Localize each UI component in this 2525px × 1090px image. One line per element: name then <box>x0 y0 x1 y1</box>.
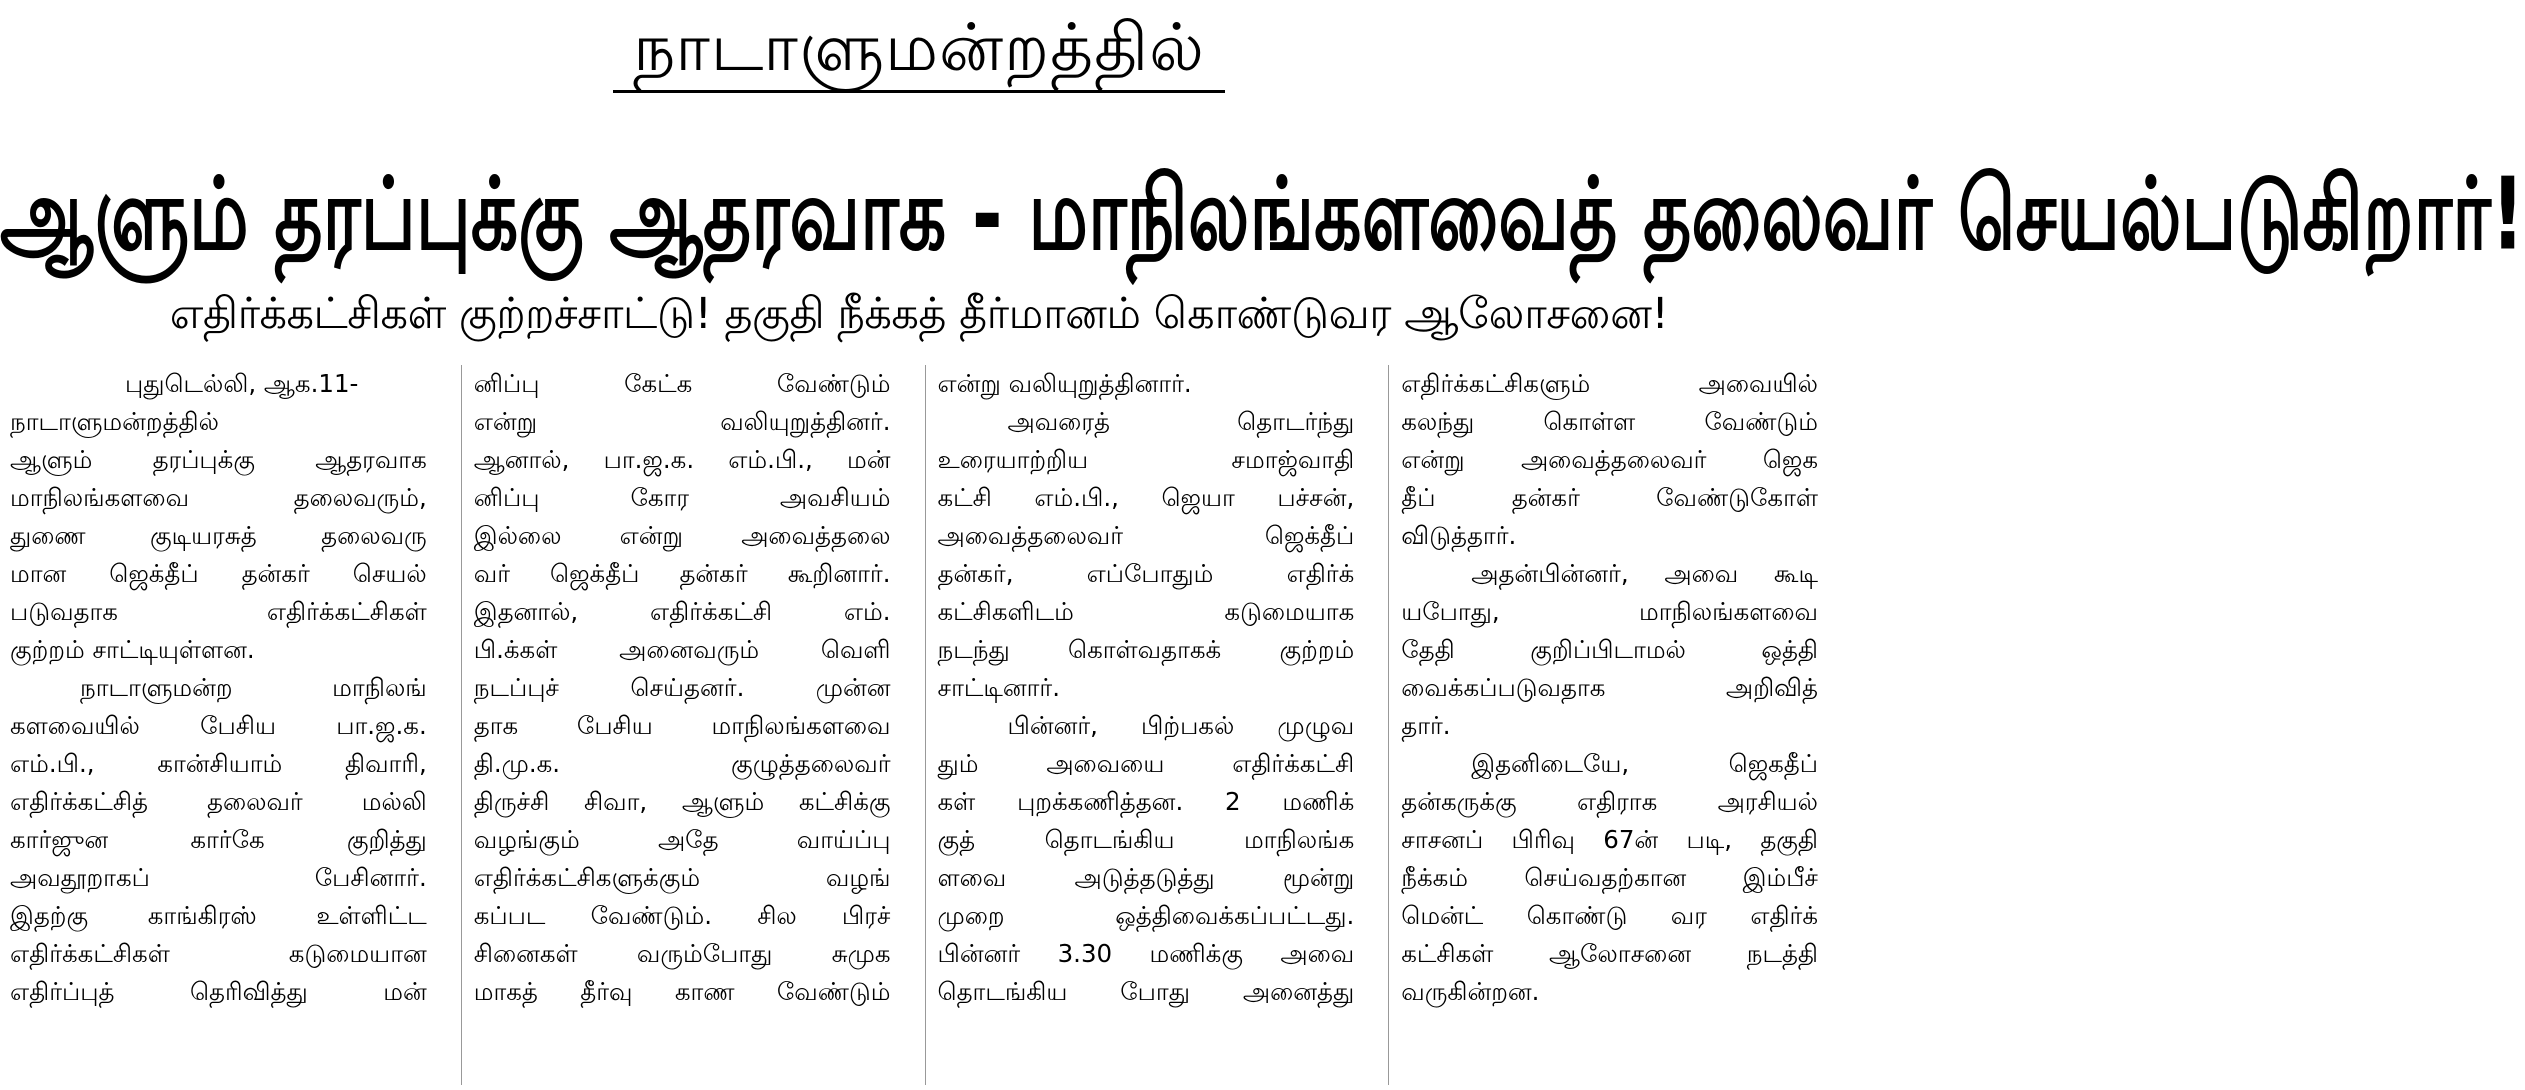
article-line: யபோது, மாநிலங்களவை <box>1401 597 1818 626</box>
article-line: பின்னர் 3.30 மணிக்கு அவை <box>937 939 1355 968</box>
article-line: எதிர்ப்புத் தெரிவித்து மன் <box>10 977 427 1006</box>
article-line: ஆனால், பா.ஜ.க. எம்.பி., மன் <box>473 445 891 474</box>
article-line: மாநிலங்களவை தலைவரும், <box>10 483 427 512</box>
article-line: மாகத் தீர்வு காண வேண்டும் <box>473 977 891 1006</box>
article-line: குற்றம் சாட்டியுள்ளன. <box>10 635 255 664</box>
article-line: அவைத்தலைவர் ஜெக்தீப் <box>937 521 1355 550</box>
article-line: அவதூறாகப் பேசினார். <box>10 863 427 892</box>
article-column <box>1388 365 1828 1085</box>
article-line: நாடாளுமன்ற மாநிலங் <box>80 673 427 702</box>
article-line: இதனிடையே, ஜெகதீப் <box>1471 749 1818 778</box>
article-line: கார்ஜுன கார்கே குறித்து <box>10 825 427 854</box>
article-line: னிப்பு கோர அவசியம் <box>473 483 891 512</box>
article-line: வர் ஜெக்தீப் தன்கர் கூறினார். <box>473 559 891 588</box>
article-line: நீக்கம் செய்வதற்கான இம்பீச் <box>1401 863 1818 892</box>
article-line: எதிர்க்கட்சித் தலைவர் மல்லி <box>10 787 427 816</box>
article-line: தார். <box>1401 711 1451 740</box>
article-line: கப்பட வேண்டும். சில பிரச் <box>473 901 891 930</box>
article-line: முறை ஒத்திவைக்கப்பட்டது. <box>937 901 1355 930</box>
article-column <box>10 365 437 1085</box>
article-line: கட்சிகளிடம் கடுமையாக <box>937 597 1355 626</box>
article-line: தேதி குறிப்பிடாமல் ஒத்தி <box>1401 635 1818 664</box>
article-line: தும் அவையை எதிர்க்கட்சி <box>937 749 1355 778</box>
headline: ஆளும் தரப்புக்கு ஆதரவாக - மாநிலங்களவைத் தலைவர் செயல்படுகிறார்! <box>0 156 2525 273</box>
article-line: பின்னர், பிற்பகல் முழுவ <box>1007 711 1355 740</box>
article-line: தன்கர், எப்போதும் எதிர்க் <box>937 559 1355 588</box>
article-line: திருச்சி சிவா, ஆளும் கட்சிக்கு <box>473 787 891 816</box>
article-line: தீப் தன்கர் வேண்டுகோள் <box>1401 483 1818 512</box>
article-line: சாட்டினார். <box>937 673 1061 702</box>
article-line: தொடங்கிய போது அனைத்து <box>937 977 1355 1006</box>
article-line: மென்ட் கொண்டு வர எதிர்க் <box>1401 901 1818 930</box>
article-line: தி.மு.க. குழுத்தலைவர் <box>473 749 891 778</box>
article-body <box>10 365 1828 1085</box>
kicker-text: நாடாளுமன்றத்தில் <box>613 6 1225 93</box>
article-line: இதற்கு காங்கிரஸ் உள்ளிட்ட <box>10 901 427 930</box>
article-line: களவையில் பேசிய பா.ஜ.க. <box>10 711 427 740</box>
article-line: கலந்து கொள்ள வேண்டும் <box>1401 407 1818 436</box>
article-line: என்று அவைத்தலைவர் ஜெக <box>1401 445 1818 474</box>
article-line: னிப்பு கேட்க வேண்டும் <box>473 369 891 398</box>
article-line: வருகின்றன. <box>1401 977 1540 1006</box>
article-line: இதனால், எதிர்க்கட்சி எம். <box>473 597 891 626</box>
article-line: உரையாற்றிய சமாஜ்வாதி <box>937 445 1355 474</box>
article-line: புதுடெல்லி, ஆக.11- <box>125 369 359 398</box>
article-line: அவரைத் தொடர்ந்து <box>1007 407 1355 436</box>
article-line: குத் தொடங்கிய மாநிலங்க <box>937 825 1355 854</box>
article-line: நடந்து கொள்வதாகக் குற்றம் <box>937 635 1355 664</box>
article-line: தன்கருக்கு எதிராக அரசியல் <box>1401 787 1818 816</box>
kicker <box>0 6 1838 93</box>
article-line: தாக பேசிய மாநிலங்களவை <box>473 711 891 740</box>
article-line: கட்சி எம்.பி., ஜெயா பச்சன், <box>937 483 1355 512</box>
article-line: அதன்பின்னர், அவை கூடி <box>1471 559 1818 588</box>
subheadline: எதிர்க்கட்சிகள் குற்றச்சாட்டு! தகுதி நீக்கத் தீர்மானம் கொண்டுவர ஆலோசனை! <box>169 289 1669 339</box>
article-column <box>461 365 901 1085</box>
article-line: நாடாளுமன்றத்தில் <box>10 407 219 436</box>
article-line: எதிர்க்கட்சிகளும் அவையில் <box>1401 369 1818 398</box>
article-line: கட்சிகள் ஆலோசனை நடத்தி <box>1401 939 1818 968</box>
article-line: நடப்புச் செய்தனர். முன்ன <box>473 673 891 702</box>
article-line: சாசனப் பிரிவு 67ன் படி, தகுதி <box>1401 825 1818 854</box>
article-line: என்று வலியுறுத்தினர். <box>473 407 891 436</box>
article-line: வைக்கப்படுவதாக அறிவித் <box>1401 673 1818 702</box>
article-line: என்று வலியுறுத்தினார். <box>937 369 1192 398</box>
article-column <box>925 365 1365 1085</box>
article-line: கள் புறக்கணித்தன. 2 மணிக் <box>937 787 1355 816</box>
article-line: ளவை அடுத்தடுத்து மூன்று <box>937 863 1355 892</box>
article-line: எதிர்க்கட்சிகள் கடுமையான <box>10 939 427 968</box>
article-line: விடுத்தார். <box>1401 521 1517 550</box>
article-line: படுவதாக எதிர்க்கட்சிகள் <box>10 597 427 626</box>
article-line: சினைகள் வரும்போது சுமுக <box>473 939 891 968</box>
article-line: வழங்கும் அதே வாய்ப்பு <box>473 825 891 854</box>
article-line: மான ஜெக்தீப் தன்கர் செயல் <box>10 559 427 588</box>
article-line: பி.க்கள் அனைவரும் வெளி <box>473 635 891 664</box>
article-line: எதிர்க்கட்சிகளுக்கும் வழங் <box>473 863 891 892</box>
article-line: எம்.பி., கான்சியாம் திவாரி, <box>10 749 427 778</box>
article-line: துணை குடியரசுத் தலைவரு <box>10 521 427 550</box>
article-line: ஆளும் தரப்புக்கு ஆதரவாக <box>10 445 427 474</box>
article-line: இல்லை என்று அவைத்தலை <box>473 521 891 550</box>
